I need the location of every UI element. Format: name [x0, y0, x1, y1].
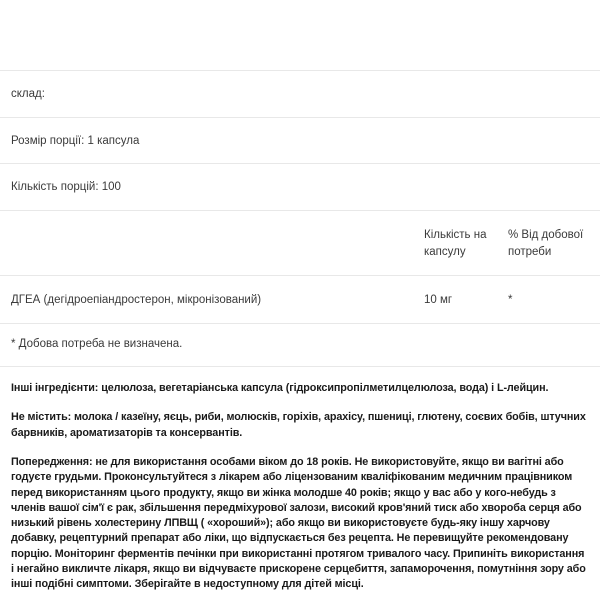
serving-size-text: Розмір порції: 1 капсула: [11, 134, 140, 147]
warning-text: Попередження: не для використання особами віком до 18 років. Не використовуйте, якщо ви вагітні або годуєте грудьми. Проконсультуйтеся з лікарем або ліцензованим кваліфікованим медичним працівником перед використанням цього продукту, якщо ви жінка молодше 40 років; якщо у вас або у кого-небудь з членів вашої сім'ї є рак, збільшення передміхурової залози, високий кров'яний тиск або хвороба серця або низький рівень холестерину ЛПВЩ ( «хороший»); або якщо ви використовуєте будь-яку іншу харчову добавку, рецептурний препарат або ліки, що відпускається без рецепта. Не перевищуйте рекомендовану порцію. Моніторинг ферментів печінки при використанні протягом тривалого часу. Припиніть використання і негайно викличте лікаря, якщо ви відчуваєте прискорене серцебиття, запаморочення, помутніння зору або інші подібні симптоми. Зберігайте в недоступному для дітей місці.: [11, 455, 586, 591]
servings-per-container-text: Кількість порцій: 100: [11, 181, 121, 194]
column-header-percent-daily-value: % Від добової потреби: [508, 229, 584, 259]
other-ingredients-text: Інші інгредієнти: целюлоза, вегетаріанська капсула (гідроксипропілметилцелюлоза, вода) і L-лейцин.: [11, 381, 549, 394]
daily-value-footnote: * Добова потреба не визначена.: [11, 338, 183, 351]
nutrient-daily-value: *: [508, 293, 513, 306]
section-label: склад:: [11, 88, 45, 100]
nutrient-amount: 10 мг: [424, 293, 453, 306]
section-label-row: [0, 71, 600, 117]
table-row: [0, 276, 600, 324]
servings-per-container-row: [0, 164, 600, 210]
table-header-row: [0, 211, 600, 275]
label-text-blocks: [0, 367, 600, 593]
nutrient-name: ДГЕА (дегідроепіандростерон, мікронізований): [11, 293, 262, 306]
allergen-statement-text: Не містить: молока / казеїну, яєць, риби, молюсків, горіхів, арахісу, пшениці, глютену, соєвих бобів, штучних барвників, ароматизаторів та консервантів.: [11, 411, 586, 439]
column-header-amount-per-serving: Кількість на капсулу: [424, 229, 487, 259]
serving-size-row: [0, 118, 600, 164]
